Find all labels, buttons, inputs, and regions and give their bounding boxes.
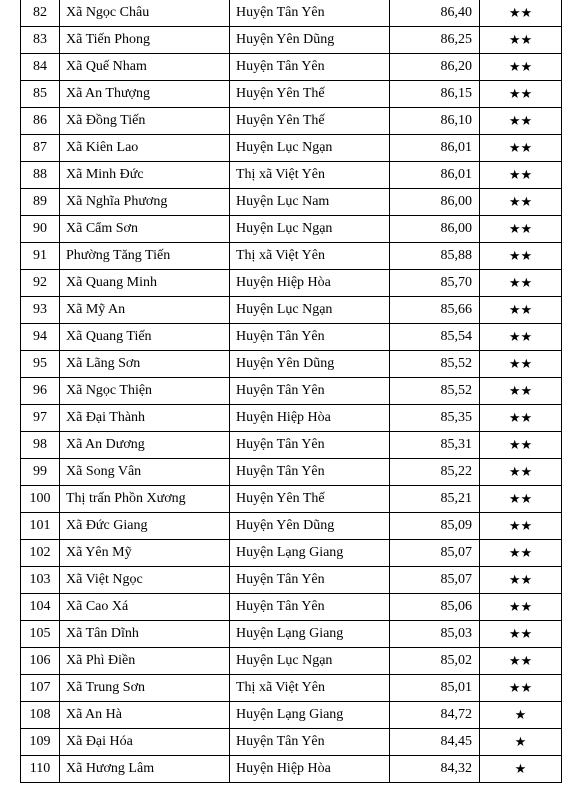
table-row	[21, 270, 562, 297]
district-name: Huyện Yên Dũng	[230, 513, 390, 540]
row-number: 96	[21, 378, 60, 405]
row-number: 103	[21, 567, 60, 594]
star-rating-icon: ★★	[480, 216, 562, 243]
score-value: 86,10	[390, 108, 480, 135]
score-value: 85,52	[390, 351, 480, 378]
district-name: Huyện Hiệp Hòa	[230, 405, 390, 432]
district-name: Huyện Tân Yên	[230, 0, 390, 27]
star-rating-icon: ★★	[480, 162, 562, 189]
score-value: 85,07	[390, 540, 480, 567]
table-row	[21, 432, 562, 459]
row-number: 94	[21, 324, 60, 351]
table-row	[21, 378, 562, 405]
commune-name: Xã Việt Ngọc	[60, 567, 230, 594]
document-page	[20, 0, 562, 783]
table-row	[21, 405, 562, 432]
table-row	[21, 729, 562, 756]
row-number: 101	[21, 513, 60, 540]
commune-name: Xã Đức Giang	[60, 513, 230, 540]
score-value: 85,07	[390, 567, 480, 594]
commune-name: Xã Trung Sơn	[60, 675, 230, 702]
row-number: 90	[21, 216, 60, 243]
district-name: Huyện Yên Thế	[230, 108, 390, 135]
row-number: 82	[21, 0, 60, 27]
row-number: 106	[21, 648, 60, 675]
star-rating-icon: ★★	[480, 189, 562, 216]
star-rating-icon: ★★	[480, 405, 562, 432]
score-value: 84,32	[390, 756, 480, 783]
commune-name: Xã Ngọc Thiện	[60, 378, 230, 405]
star-rating-icon: ★★	[480, 135, 562, 162]
district-name: Huyện Lục Ngạn	[230, 216, 390, 243]
table-row	[21, 216, 562, 243]
district-name: Huyện Lạng Giang	[230, 621, 390, 648]
score-value: 85,01	[390, 675, 480, 702]
row-number: 83	[21, 27, 60, 54]
row-number: 104	[21, 594, 60, 621]
score-value: 86,20	[390, 54, 480, 81]
commune-name: Xã Hương Lâm	[60, 756, 230, 783]
star-rating-icon: ★	[480, 756, 562, 783]
row-number: 107	[21, 675, 60, 702]
ranking-table	[20, 0, 562, 783]
score-value: 86,15	[390, 81, 480, 108]
star-rating-icon: ★★	[480, 378, 562, 405]
score-value: 85,09	[390, 513, 480, 540]
table-row	[21, 540, 562, 567]
star-rating-icon: ★★	[480, 621, 562, 648]
district-name: Huyện Tân Yên	[230, 729, 390, 756]
row-number: 98	[21, 432, 60, 459]
commune-name: Thị trấn Phồn Xương	[60, 486, 230, 513]
commune-name: Xã Song Vân	[60, 459, 230, 486]
row-number: 93	[21, 297, 60, 324]
district-name: Huyện Hiệp Hòa	[230, 756, 390, 783]
commune-name: Xã An Thượng	[60, 81, 230, 108]
score-value: 85,21	[390, 486, 480, 513]
district-name: Huyện Lục Ngạn	[230, 297, 390, 324]
district-name: Huyện Lạng Giang	[230, 702, 390, 729]
row-number: 85	[21, 81, 60, 108]
row-number: 100	[21, 486, 60, 513]
star-rating-icon: ★★	[480, 54, 562, 81]
table-row	[21, 135, 562, 162]
commune-name: Xã An Hà	[60, 702, 230, 729]
score-value: 85,35	[390, 405, 480, 432]
district-name: Thị xã Việt Yên	[230, 675, 390, 702]
row-number: 97	[21, 405, 60, 432]
star-rating-icon: ★★	[480, 540, 562, 567]
commune-name: Xã Minh Đức	[60, 162, 230, 189]
row-number: 105	[21, 621, 60, 648]
table-row	[21, 54, 562, 81]
star-rating-icon: ★★	[480, 459, 562, 486]
commune-name: Xã Yên Mỹ	[60, 540, 230, 567]
commune-name: Xã An Dương	[60, 432, 230, 459]
commune-name: Xã Quang Minh	[60, 270, 230, 297]
table-row	[21, 189, 562, 216]
commune-name: Xã Tân Dĩnh	[60, 621, 230, 648]
commune-name: Phường Tăng Tiến	[60, 243, 230, 270]
district-name: Huyện Tân Yên	[230, 54, 390, 81]
district-name: Huyện Tân Yên	[230, 567, 390, 594]
commune-name: Xã Kiên Lao	[60, 135, 230, 162]
table-row	[21, 675, 562, 702]
commune-name: Xã Cao Xá	[60, 594, 230, 621]
row-number: 91	[21, 243, 60, 270]
score-value: 85,88	[390, 243, 480, 270]
row-number: 109	[21, 729, 60, 756]
star-rating-icon: ★★	[480, 513, 562, 540]
commune-name: Xã Phì Điền	[60, 648, 230, 675]
table-row	[21, 594, 562, 621]
score-value: 85,66	[390, 297, 480, 324]
score-value: 85,70	[390, 270, 480, 297]
district-name: Huyện Yên Thế	[230, 81, 390, 108]
table-row	[21, 351, 562, 378]
star-rating-icon: ★★	[480, 0, 562, 27]
district-name: Huyện Lục Ngạn	[230, 648, 390, 675]
row-number: 88	[21, 162, 60, 189]
row-number: 110	[21, 756, 60, 783]
score-value: 86,40	[390, 0, 480, 27]
row-number: 87	[21, 135, 60, 162]
district-name: Huyện Hiệp Hòa	[230, 270, 390, 297]
row-number: 86	[21, 108, 60, 135]
score-value: 86,25	[390, 27, 480, 54]
table-row	[21, 702, 562, 729]
score-value: 86,01	[390, 135, 480, 162]
commune-name: Xã Đại Thành	[60, 405, 230, 432]
star-rating-icon: ★★	[480, 486, 562, 513]
score-value: 85,22	[390, 459, 480, 486]
score-value: 85,52	[390, 378, 480, 405]
table-row	[21, 621, 562, 648]
star-rating-icon: ★★	[480, 648, 562, 675]
row-number: 108	[21, 702, 60, 729]
table-row	[21, 81, 562, 108]
table-row	[21, 567, 562, 594]
star-rating-icon: ★★	[480, 81, 562, 108]
score-value: 86,00	[390, 189, 480, 216]
table-row	[21, 297, 562, 324]
commune-name: Xã Lãng Sơn	[60, 351, 230, 378]
commune-name: Xã Tiến Phong	[60, 27, 230, 54]
commune-name: Xã Nghĩa Phương	[60, 189, 230, 216]
ranking-table-body	[21, 0, 562, 783]
commune-name: Xã Cẩm Sơn	[60, 216, 230, 243]
district-name: Huyện Tân Yên	[230, 324, 390, 351]
table-row	[21, 756, 562, 783]
star-rating-icon: ★★	[480, 567, 562, 594]
district-name: Huyện Yên Dũng	[230, 351, 390, 378]
district-name: Huyện Tân Yên	[230, 459, 390, 486]
star-rating-icon: ★★	[480, 675, 562, 702]
table-row	[21, 486, 562, 513]
table-row	[21, 27, 562, 54]
star-rating-icon: ★★	[480, 243, 562, 270]
row-number: 99	[21, 459, 60, 486]
star-rating-icon: ★★	[480, 351, 562, 378]
score-value: 85,31	[390, 432, 480, 459]
row-number: 84	[21, 54, 60, 81]
table-row	[21, 243, 562, 270]
score-value: 85,03	[390, 621, 480, 648]
row-number: 95	[21, 351, 60, 378]
star-rating-icon: ★★	[480, 270, 562, 297]
commune-name: Xã Mỹ An	[60, 297, 230, 324]
star-rating-icon: ★★	[480, 297, 562, 324]
star-rating-icon: ★★	[480, 108, 562, 135]
district-name: Thị xã Việt Yên	[230, 162, 390, 189]
district-name: Huyện Lục Ngạn	[230, 135, 390, 162]
commune-name: Xã Đồng Tiến	[60, 108, 230, 135]
row-number: 102	[21, 540, 60, 567]
commune-name: Xã Đại Hóa	[60, 729, 230, 756]
district-name: Huyện Tân Yên	[230, 594, 390, 621]
district-name: Huyện Yên Thế	[230, 486, 390, 513]
score-value: 84,45	[390, 729, 480, 756]
row-number: 89	[21, 189, 60, 216]
star-rating-icon: ★★	[480, 594, 562, 621]
table-row	[21, 648, 562, 675]
score-value: 84,72	[390, 702, 480, 729]
district-name: Huyện Tân Yên	[230, 432, 390, 459]
commune-name: Xã Quế Nham	[60, 54, 230, 81]
district-name: Thị xã Việt Yên	[230, 243, 390, 270]
score-value: 85,06	[390, 594, 480, 621]
table-row	[21, 459, 562, 486]
district-name: Huyện Tân Yên	[230, 378, 390, 405]
table-row	[21, 0, 562, 27]
star-rating-icon: ★★	[480, 27, 562, 54]
commune-name: Xã Ngọc Châu	[60, 0, 230, 27]
score-value: 85,54	[390, 324, 480, 351]
district-name: Huyện Lạng Giang	[230, 540, 390, 567]
star-rating-icon: ★★	[480, 324, 562, 351]
star-rating-icon: ★	[480, 702, 562, 729]
table-row	[21, 162, 562, 189]
star-rating-icon: ★	[480, 729, 562, 756]
score-value: 85,02	[390, 648, 480, 675]
table-row	[21, 324, 562, 351]
star-rating-icon: ★★	[480, 432, 562, 459]
score-value: 86,00	[390, 216, 480, 243]
table-row	[21, 513, 562, 540]
table-row	[21, 108, 562, 135]
score-value: 86,01	[390, 162, 480, 189]
district-name: Huyện Yên Dũng	[230, 27, 390, 54]
row-number: 92	[21, 270, 60, 297]
commune-name: Xã Quang Tiến	[60, 324, 230, 351]
district-name: Huyện Lục Nam	[230, 189, 390, 216]
